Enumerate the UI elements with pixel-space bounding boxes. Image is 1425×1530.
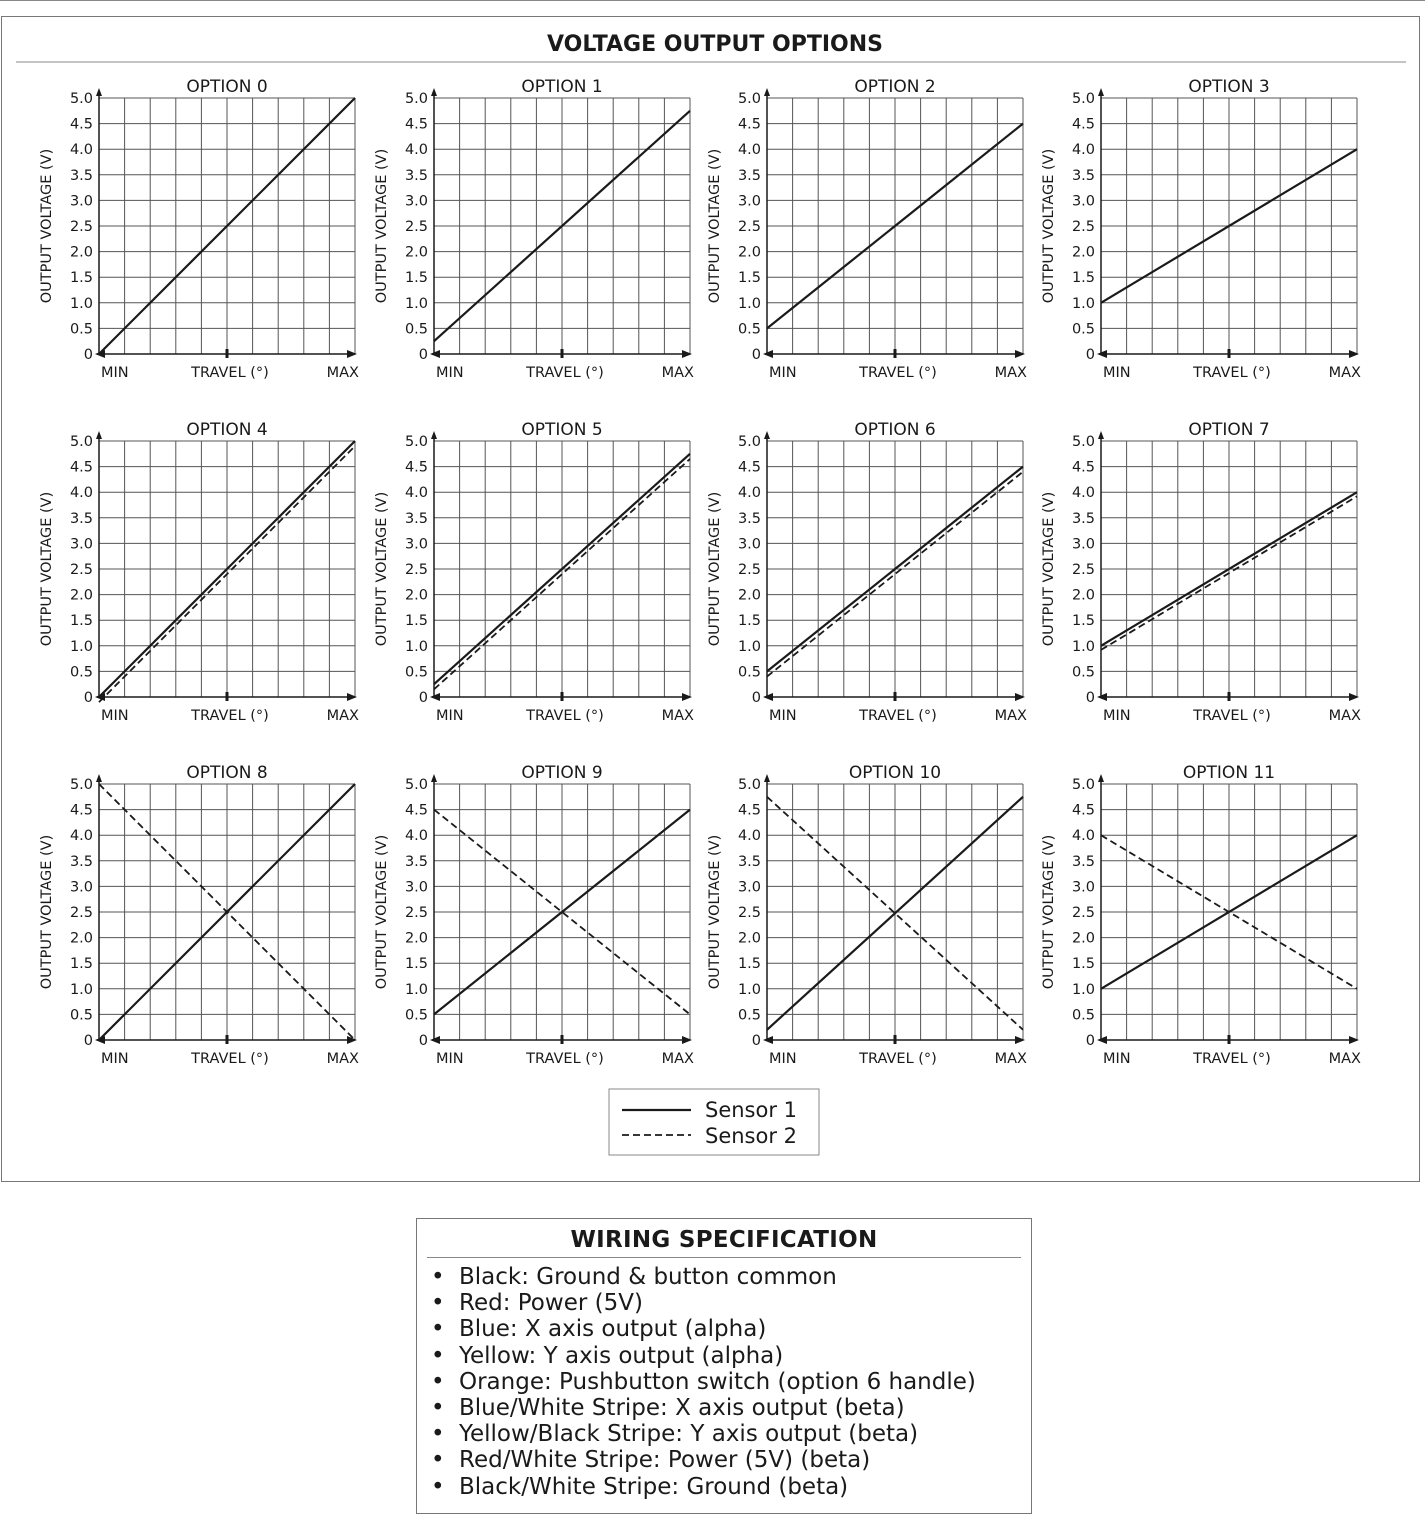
legend-sensor-2-label: Sensor 2 [705,1124,798,1148]
y-tick-label: 2.5 [1071,219,1095,235]
wiring-item [431,1447,1031,1473]
y-tick-label: 2.5 [737,219,761,235]
chart-option-0 [39,77,359,381]
x-axis-label: TRAVEL (°) [526,708,604,724]
y-axis-label: OUTPUT VOLTAGE (V) [707,834,723,990]
y-tick-label: 0.5 [69,664,93,681]
y-tick-label: 4.5 [737,802,761,819]
x-tick-label-max: MAX [661,708,694,724]
legend [609,1089,819,1155]
x-tick-label-min: MIN [1103,1051,1131,1067]
y-tick-label: 2.0 [69,930,93,947]
x-axis-label: TRAVEL (°) [191,365,269,381]
chart-option-7 [1041,420,1361,724]
y-axis-label: OUTPUT VOLTAGE (V) [1041,148,1057,304]
y-axis-arrow-icon [431,88,437,96]
y-tick-label: 4.5 [737,116,761,133]
chart-option-1 [374,77,694,381]
x-tick-label-max: MAX [994,708,1027,724]
x-axis-label: TRAVEL (°) [1193,1051,1271,1067]
y-tick-label: 5.0 [404,91,428,107]
y-tick-label: 3.0 [404,193,428,210]
top-border-line [0,0,1425,1]
y-tick-label: 0 [418,347,428,363]
x-axis-center-tick [561,1035,564,1044]
y-tick-label: 2.5 [69,562,93,578]
y-tick-label: 5.0 [737,777,761,793]
x-axis-left-arrow-icon [430,1036,440,1044]
y-tick-label: 2.0 [737,930,761,947]
y-tick-label: 0.5 [737,321,761,338]
wiring-item [431,1264,1031,1290]
bullet-icon: • [431,1316,445,1343]
bullet-icon: • [431,1447,445,1474]
y-tick-label: 5.0 [1071,91,1095,107]
y-tick-label: 3.0 [404,879,428,896]
y-tick-label: 1.5 [69,613,93,630]
y-tick-label: 1.0 [69,981,93,998]
y-tick-label: 0 [418,1033,428,1049]
y-tick-label: 0 [83,690,93,706]
y-tick-label: 4.0 [1071,828,1095,845]
y-tick-label: 4.5 [1071,459,1095,476]
y-axis-label: OUTPUT VOLTAGE (V) [374,148,390,304]
wiring-item-text: Blue: X axis output (alpha) [459,1316,767,1343]
wiring-item-text: Yellow/Black Stripe: Y axis output (beta) [459,1421,919,1448]
y-tick-label: 1.5 [404,956,428,973]
voltage-charts-svg [2,17,1419,1181]
y-tick-label: 0.5 [1071,321,1095,338]
y-axis-arrow-icon [764,88,770,96]
y-tick-label: 2.5 [737,562,761,578]
x-tick-label-max: MAX [994,365,1027,381]
y-tick-label: 3.0 [737,193,761,210]
x-axis-center-tick [561,692,564,701]
x-axis-label: TRAVEL (°) [859,365,937,381]
bullet-icon: • [431,1395,445,1422]
y-tick-label: 3.5 [69,167,93,184]
y-tick-label: 2.5 [737,905,761,921]
y-tick-label: 3.0 [1071,879,1095,896]
bullet-icon: • [431,1368,445,1395]
chart-title: OPTION 0 [186,77,268,97]
wiring-item-text: Red: Power (5V) [459,1290,643,1317]
y-axis-label: OUTPUT VOLTAGE (V) [1041,491,1057,647]
x-axis-center-tick [226,1035,229,1044]
x-tick-label-max: MAX [326,365,359,381]
y-tick-label: 1.0 [737,981,761,998]
y-tick-label: 3.5 [1071,853,1095,870]
y-tick-label: 5.0 [737,434,761,450]
y-tick-label: 3.5 [737,510,761,527]
y-axis-arrow-icon [1098,774,1104,782]
y-tick-label: 2.5 [1071,562,1095,578]
y-tick-label: 4.5 [69,459,93,476]
y-tick-label: 3.0 [1071,193,1095,210]
chart-title: OPTION 4 [186,420,268,440]
y-tick-label: 5.0 [737,91,761,107]
y-tick-label: 3.5 [1071,167,1095,184]
y-axis-label: OUTPUT VOLTAGE (V) [374,491,390,647]
x-axis-left-arrow-icon [1097,693,1107,701]
y-tick-label: 1.5 [737,956,761,973]
y-tick-label: 0.5 [404,664,428,681]
y-tick-label: 1.5 [69,956,93,973]
y-tick-label: 3.0 [404,536,428,553]
y-tick-label: 0 [83,347,93,363]
wiring-item-text: Black/White Stripe: Ground (beta) [459,1473,849,1500]
y-tick-label: 0 [418,690,428,706]
y-tick-label: 5.0 [69,434,93,450]
y-axis-label: OUTPUT VOLTAGE (V) [707,491,723,647]
y-tick-label: 0.5 [737,664,761,681]
chart-option-2 [707,77,1027,381]
y-tick-label: 1.0 [404,981,428,998]
x-axis-center-tick [1228,692,1231,701]
y-axis-arrow-icon [1098,88,1104,96]
y-tick-label: 0.5 [404,321,428,338]
x-axis-label: TRAVEL (°) [526,1051,604,1067]
y-tick-label: 3.0 [69,193,93,210]
x-axis-center-tick [894,692,897,701]
y-tick-label: 4.0 [69,485,93,502]
y-tick-label: 1.0 [737,295,761,312]
x-tick-label-max: MAX [326,708,359,724]
x-tick-label-max: MAX [1328,708,1361,724]
y-tick-label: 0 [1085,347,1095,363]
y-tick-label: 0.5 [1071,1007,1095,1024]
x-axis-center-tick [226,692,229,701]
x-axis-label: TRAVEL (°) [859,1051,937,1067]
wiring-item-text: Red/White Stripe: Power (5V) (beta) [459,1447,871,1474]
y-tick-label: 2.0 [69,587,93,604]
bullet-icon: • [431,1421,445,1448]
x-axis-center-tick [226,349,229,358]
y-tick-label: 2.0 [69,244,93,261]
y-tick-label: 5.0 [404,777,428,793]
y-tick-label: 4.0 [404,828,428,845]
y-tick-label: 5.0 [69,91,93,107]
wiring-item [431,1395,1031,1421]
x-axis-label: TRAVEL (°) [1193,708,1271,724]
y-axis-arrow-icon [96,88,102,96]
y-tick-label: 1.5 [404,270,428,287]
y-tick-label: 0 [1085,690,1095,706]
y-tick-label: 1.5 [737,613,761,630]
y-tick-label: 1.0 [404,295,428,312]
wiring-list [417,1264,1031,1500]
x-tick-label-min: MIN [436,1051,464,1067]
y-tick-label: 1.0 [69,638,93,655]
y-tick-label: 4.5 [69,116,93,133]
x-axis-center-tick [561,349,564,358]
y-tick-label: 3.5 [737,853,761,870]
chart-title: OPTION 3 [1188,77,1270,97]
y-axis-arrow-icon [764,431,770,439]
y-tick-label: 1.0 [69,295,93,312]
y-tick-label: 2.0 [404,244,428,261]
chart-option-4 [39,420,359,724]
wiring-item-text: Orange: Pushbutton switch (option 6 handle) [459,1368,976,1395]
x-axis-label: TRAVEL (°) [1193,365,1271,381]
y-tick-label: 5.0 [69,777,93,793]
y-tick-label: 2.5 [404,905,428,921]
y-tick-label: 1.5 [69,270,93,287]
y-tick-label: 1.0 [1071,638,1095,655]
y-axis-arrow-icon [431,431,437,439]
chart-title: OPTION 1 [521,77,603,97]
y-tick-label: 1.5 [1071,956,1095,973]
x-tick-label-max: MAX [994,1051,1027,1067]
y-tick-label: 2.0 [1071,587,1095,604]
bullet-icon: • [431,1290,445,1317]
x-tick-label-min: MIN [769,1051,797,1067]
y-tick-label: 4.0 [737,485,761,502]
x-tick-label-min: MIN [436,365,464,381]
y-tick-label: 2.0 [737,587,761,604]
y-tick-label: 3.0 [737,879,761,896]
wiring-item-text: Black: Ground & button common [459,1264,837,1290]
y-tick-label: 5.0 [1071,434,1095,450]
y-tick-label: 4.0 [404,485,428,502]
wiring-item [431,1343,1031,1369]
y-tick-label: 4.5 [404,802,428,819]
wiring-item [431,1421,1031,1447]
chart-option-9 [374,763,694,1067]
x-tick-label-min: MIN [101,708,129,724]
wiring-item [431,1474,1031,1500]
y-tick-label: 4.0 [404,142,428,159]
y-tick-label: 1.0 [737,638,761,655]
x-axis-left-arrow-icon [763,350,773,358]
y-axis-arrow-icon [96,431,102,439]
x-axis-left-arrow-icon [430,350,440,358]
x-tick-label-max: MAX [661,365,694,381]
x-tick-label-max: MAX [1328,365,1361,381]
y-axis-label: OUTPUT VOLTAGE (V) [1041,834,1057,990]
y-tick-label: 0.5 [69,1007,93,1024]
x-axis-center-tick [1228,349,1231,358]
y-tick-label: 2.0 [404,930,428,947]
y-tick-label: 2.5 [69,219,93,235]
y-tick-label: 1.0 [1071,295,1095,312]
y-tick-label: 2.5 [69,905,93,921]
y-axis-arrow-icon [96,774,102,782]
y-tick-label: 2.5 [404,219,428,235]
chart-title: OPTION 6 [854,420,936,440]
wiring-item [431,1316,1031,1342]
y-tick-label: 0.5 [737,1007,761,1024]
y-tick-label: 3.0 [1071,536,1095,553]
x-axis-left-arrow-icon [1097,350,1107,358]
y-tick-label: 4.5 [404,459,428,476]
y-tick-label: 0 [83,1033,93,1049]
x-axis-left-arrow-icon [1097,1036,1107,1044]
y-tick-label: 0.5 [69,321,93,338]
y-tick-label: 5.0 [1071,777,1095,793]
x-axis-center-tick [1228,1035,1231,1044]
x-axis-left-arrow-icon [763,1036,773,1044]
y-tick-label: 4.5 [1071,116,1095,133]
chart-option-6 [707,420,1027,724]
y-tick-label: 3.5 [69,853,93,870]
y-tick-label: 2.0 [404,587,428,604]
y-axis-label: OUTPUT VOLTAGE (V) [707,148,723,304]
y-tick-label: 4.0 [737,142,761,159]
x-axis-center-tick [894,1035,897,1044]
main-title: VOLTAGE OUTPUT OPTIONS [547,32,883,57]
x-axis-label: TRAVEL (°) [859,708,937,724]
y-axis-label: OUTPUT VOLTAGE (V) [39,834,55,990]
y-tick-label: 3.5 [1071,510,1095,527]
chart-title: OPTION 5 [521,420,603,440]
chart-title: OPTION 8 [186,763,268,783]
y-tick-label: 4.5 [1071,802,1095,819]
chart-option-5 [374,420,694,724]
chart-option-3 [1041,77,1361,381]
y-tick-label: 0.5 [404,1007,428,1024]
y-axis-label: OUTPUT VOLTAGE (V) [39,491,55,647]
x-axis-left-arrow-icon [430,693,440,701]
x-axis-left-arrow-icon [763,693,773,701]
x-tick-label-max: MAX [1328,1051,1361,1067]
bullet-icon: • [431,1473,445,1500]
x-tick-label-min: MIN [1103,708,1131,724]
chart-title: OPTION 11 [1182,763,1276,783]
y-tick-label: 2.5 [404,562,428,578]
y-tick-label: 3.5 [404,853,428,870]
chart-title: OPTION 9 [521,763,603,783]
y-tick-label: 3.5 [404,167,428,184]
y-tick-label: 0.5 [1071,664,1095,681]
y-tick-label: 4.5 [69,802,93,819]
y-axis-arrow-icon [764,774,770,782]
wiring-title: WIRING SPECIFICATION [427,1227,1021,1258]
chart-option-11 [1041,763,1361,1067]
wiring-item [431,1369,1031,1395]
y-tick-label: 1.5 [737,270,761,287]
y-tick-label: 1.5 [404,613,428,630]
y-tick-label: 3.5 [404,510,428,527]
bullet-icon: • [431,1264,445,1290]
y-tick-label: 2.0 [737,244,761,261]
bullet-icon: • [431,1342,445,1369]
x-axis-label: TRAVEL (°) [191,708,269,724]
wiring-item [431,1290,1031,1316]
y-tick-label: 0 [751,1033,761,1049]
x-tick-label-min: MIN [101,1051,129,1067]
y-tick-label: 2.5 [1071,905,1095,921]
y-tick-label: 2.0 [1071,244,1095,261]
x-tick-label-min: MIN [101,365,129,381]
y-tick-label: 3.0 [737,536,761,553]
y-tick-label: 2.0 [1071,930,1095,947]
y-tick-label: 3.5 [69,510,93,527]
x-tick-label-max: MAX [326,1051,359,1067]
y-tick-label: 4.0 [69,828,93,845]
wiring-specification-panel [416,1218,1032,1514]
x-axis-center-tick [894,349,897,358]
x-tick-label-min: MIN [769,365,797,381]
y-tick-label: 1.5 [1071,613,1095,630]
y-axis-label: OUTPUT VOLTAGE (V) [374,834,390,990]
y-tick-label: 1.5 [1071,270,1095,287]
y-tick-label: 4.0 [737,828,761,845]
y-tick-label: 0 [751,347,761,363]
voltage-output-panel [1,16,1420,1182]
y-tick-label: 3.0 [69,879,93,896]
y-axis-arrow-icon [431,774,437,782]
x-tick-label-max: MAX [661,1051,694,1067]
x-tick-label-min: MIN [769,708,797,724]
y-tick-label: 1.0 [404,638,428,655]
chart-option-8 [39,763,359,1067]
y-tick-label: 3.5 [737,167,761,184]
y-tick-label: 0 [751,690,761,706]
y-tick-label: 5.0 [404,434,428,450]
y-tick-label: 4.0 [1071,485,1095,502]
legend-sensor-1-label: Sensor 1 [705,1098,798,1122]
y-tick-label: 1.0 [1071,981,1095,998]
chart-title: OPTION 10 [848,763,942,783]
wiring-item-text: Blue/White Stripe: X axis output (beta) [459,1395,905,1422]
x-tick-label-min: MIN [436,708,464,724]
chart-title: OPTION 7 [1188,420,1270,440]
chart-option-10 [707,763,1027,1067]
y-tick-label: 4.0 [1071,142,1095,159]
y-tick-label: 4.0 [69,142,93,159]
y-tick-label: 4.5 [404,116,428,133]
x-axis-label: TRAVEL (°) [526,365,604,381]
x-axis-label: TRAVEL (°) [191,1051,269,1067]
y-tick-label: 3.0 [69,536,93,553]
y-tick-label: 4.5 [737,459,761,476]
y-tick-label: 0 [1085,1033,1095,1049]
x-tick-label-min: MIN [1103,365,1131,381]
wiring-item-text: Yellow: Y axis output (alpha) [459,1342,784,1369]
chart-title: OPTION 2 [854,77,936,97]
y-axis-label: OUTPUT VOLTAGE (V) [39,148,55,304]
y-axis-arrow-icon [1098,431,1104,439]
